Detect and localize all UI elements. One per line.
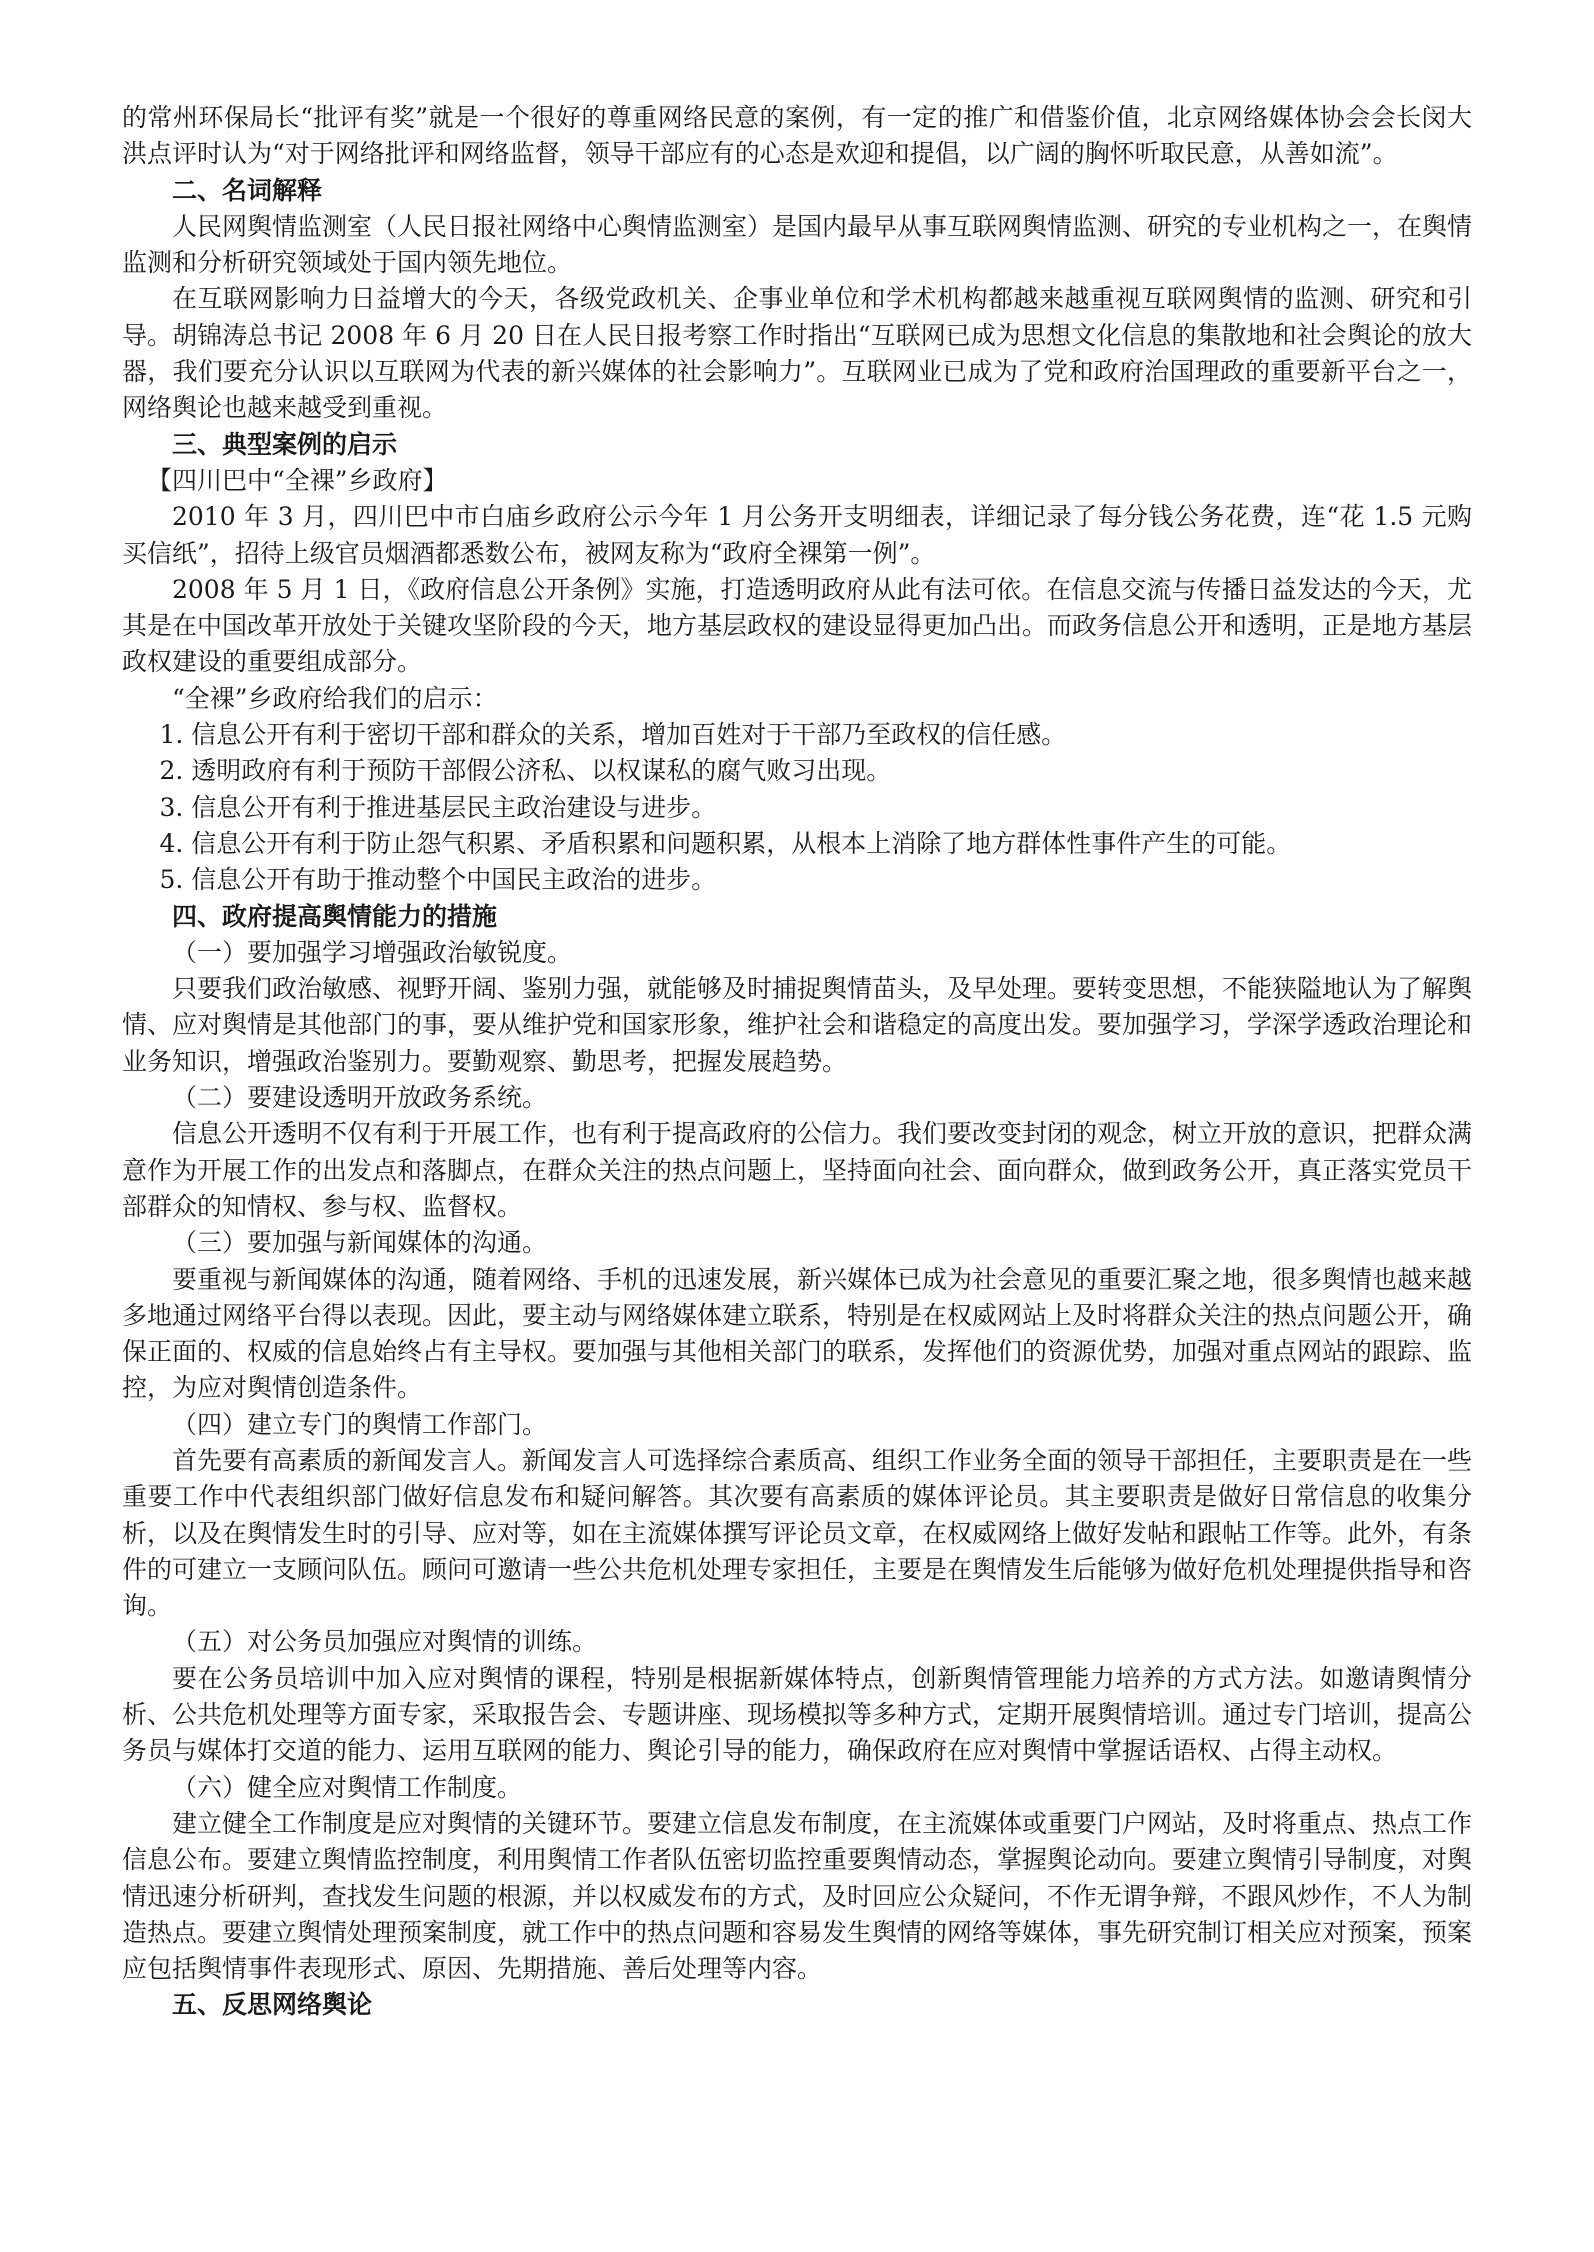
body-paragraph: 的常州环保局长“批评有奖”就是一个很好的尊重网络民意的案例，有一定的推广和借鉴价值，北京网络媒体协会会长闵大洪点评时认为“对于网络批评和网络监督，领导干部应有的心态是欢迎和提倡，以广阔的胸怀听取民意，从善如流”。 [122,103,1472,169]
document-body [122,100,1472,2024]
body-paragraph: （四）建立专门的舆情工作部门。 [172,1409,548,1439]
list-item: 1. 信息公开有利于密切干部和群众的关系，增加百姓对于干部乃至政权的信任感。 [159,720,1067,750]
body-paragraph: 2008 年 5 月 1 日，《政府信息公开条例》实施，打造透明政府从此有法可依。在信息交流与传播日益发达的今天，尤其是在中国改革开放处于关键攻坚阶段的今天，地方基层政权的建设显得更加凸出。而政务信息公开和透明，正是地方基层政权建设的重要组成部分。 [122,574,1473,677]
list-item: 3. 信息公开有利于推进基层民主政治建设与进步。 [159,792,717,822]
body-paragraph: 建立健全工作制度是应对舆情的关键环节。要建立信息发布制度，在主流媒体或重要门户网站，及时将重点、热点工作信息公布。要建立舆情监控制度，利用舆情工作者队伍密切监控重要舆情动态，掌握舆论动向。要建立舆情引导制度，对舆情迅速分析研判，查找发生问题的根源，并以权威发布的方式，及时回应公众疑问，不作无谓争辩，不跟风炒作，不人为制造热点。要建立舆情处理预案制度，就工作中的热点问题和容易发生舆情的网络等媒体，事先研究制订相关应对预案，预案应包括舆情事件表现形式、原因、先期措施、善后处理等内容。 [122,1808,1473,1984]
body-paragraph: （一）要加强学习增强政治敏锐度。 [172,937,573,967]
body-paragraph: “全裸”乡政府给我们的启示： [172,683,498,713]
body-paragraph: 信息公开透明不仅有利于开展工作，也有利于提高政府的公信力。我们要改变封闭的观念，树立开放的意识，把群众满意作为开展工作的出发点和落脚点，在群众关注的热点问题上，坚持面向社会、面向群众，做到政务公开，真正落实党员干部群众的知情权、参与权、监督权。 [122,1119,1473,1221]
case-title: 【四川巴中“全裸”乡政府】 [147,465,448,495]
list-item: 5. 信息公开有助于推动整个中国民主政治的进步。 [159,865,717,895]
section-heading: 二、名词解释 [172,175,323,205]
section-heading: 四、政府提高舆情能力的措施 [172,901,498,931]
list-item: 4. 信息公开有利于防止怨气积累、矛盾积累和问题积累，从根本上消除了地方群体性事件产生的可能。 [159,828,1292,858]
body-paragraph: 首先要有高素质的新闻发言人。新闻发言人可选择综合素质高、组织工作业务全面的领导干部担任，主要职责是在一些重要工作中代表组织部门做好信息发布和疑问解答。其次要有高素质的媒体评论员。其主要职责是做好日常信息的收集分析，以及在舆情发生时的引导、应对等，如在主流媒体撰写评论员文章，在权威网络上做好发帖和跟帖工作等。此外，有条件的可建立一支顾问队伍。顾问可邀请一些公共危机处理专家担任，主要是在舆情发生后能够为做好危机处理提供指导和咨询。 [122,1445,1473,1621]
body-paragraph: 2010 年 3 月，四川巴中市白庙乡政府公示今年 1 月公务开支明细表，详细记录了每分钱公务花费，连“花 1.5 元购买信纸”，招待上级官员烟酒都悉数公布，被网友称为“政府全裸第一例”。 [122,502,1472,568]
body-paragraph: （二）要建设透明开放政务系统。 [172,1083,548,1113]
body-paragraph: 人民网舆情监测室（人民日报社网络中心舆情监测室）是国内最早从事互联网舆情监测、研究的专业机构之一，在舆情监测和分析研究领域处于国内领先地位。 [122,211,1473,278]
body-paragraph: （六）健全应对舆情工作制度。 [172,1772,523,1802]
section-heading: 三、典型案例的启示 [172,429,398,459]
body-paragraph: （五）对公务员加强应对舆情的训练。 [172,1627,598,1657]
body-paragraph: 在互联网影响力日益增大的今天，各级党政机关、企事业单位和学术机构都越来越重视互联网舆情的监测、研究和引导。胡锦涛总书记 2008 年 6 月 20 日在人民日报考察工作时指出“互联网已成为思想文化信息的集散地和社会舆论的放大器，我们要充分认识以互联网为代表的新兴媒体的社会影响力”。互联网业已成为了党和政府治国理政的重要新平台之一，网络舆论也越来越受到重视。 [122,284,1472,423]
body-paragraph: 要重视与新闻媒体的沟通，随着网络、手机的迅速发展，新兴媒体已成为社会意见的重要汇聚之地，很多舆情也越来越多地通过网络平台得以表现。因此，要主动与网络媒体建立联系，特别是在权威网站上及时将群众关注的热点问题公开，确保正面的、权威的信息始终占有主导权。要加强与其他相关部门的联系，发挥他们的资源优势，加强对重点网站的跟踪、监控，为应对舆情创造条件。 [122,1264,1473,1403]
body-paragraph: 要在公务员培训中加入应对舆情的课程，特别是根据新媒体特点，创新舆情管理能力培养的方式方法。如邀请舆情分析、公共危机处理等方面专家，采取报告会、专题讲座、现场模拟等多种方式，定期开展舆情培训。通过专门培训，提高公务员与媒体打交道的能力、运用互联网的能力、舆论引导的能力，确保政府在应对舆情中掌握话语权、占得主动权。 [122,1663,1473,1766]
list-item: 2. 透明政府有利于预防干部假公济私、以权谋私的腐气败习出现。 [159,756,892,786]
body-paragraph: （三）要加强与新闻媒体的沟通。 [172,1228,548,1258]
section-heading: 五、反思网络舆论 [172,1990,373,2020]
body-paragraph: 只要我们政治敏感、视野开阔、鉴别力强，就能够及时捕捉舆情苗头，及早处理。要转变思想，不能狭隘地认为了解舆情、应对舆情是其他部门的事，要从维护党和国家形象，维护社会和谐稳定的高度出发。要加强学习，学深学透政治理论和业务知识，增强政治鉴别力。要勤观察、勤思考，把握发展趋势。 [122,974,1473,1076]
